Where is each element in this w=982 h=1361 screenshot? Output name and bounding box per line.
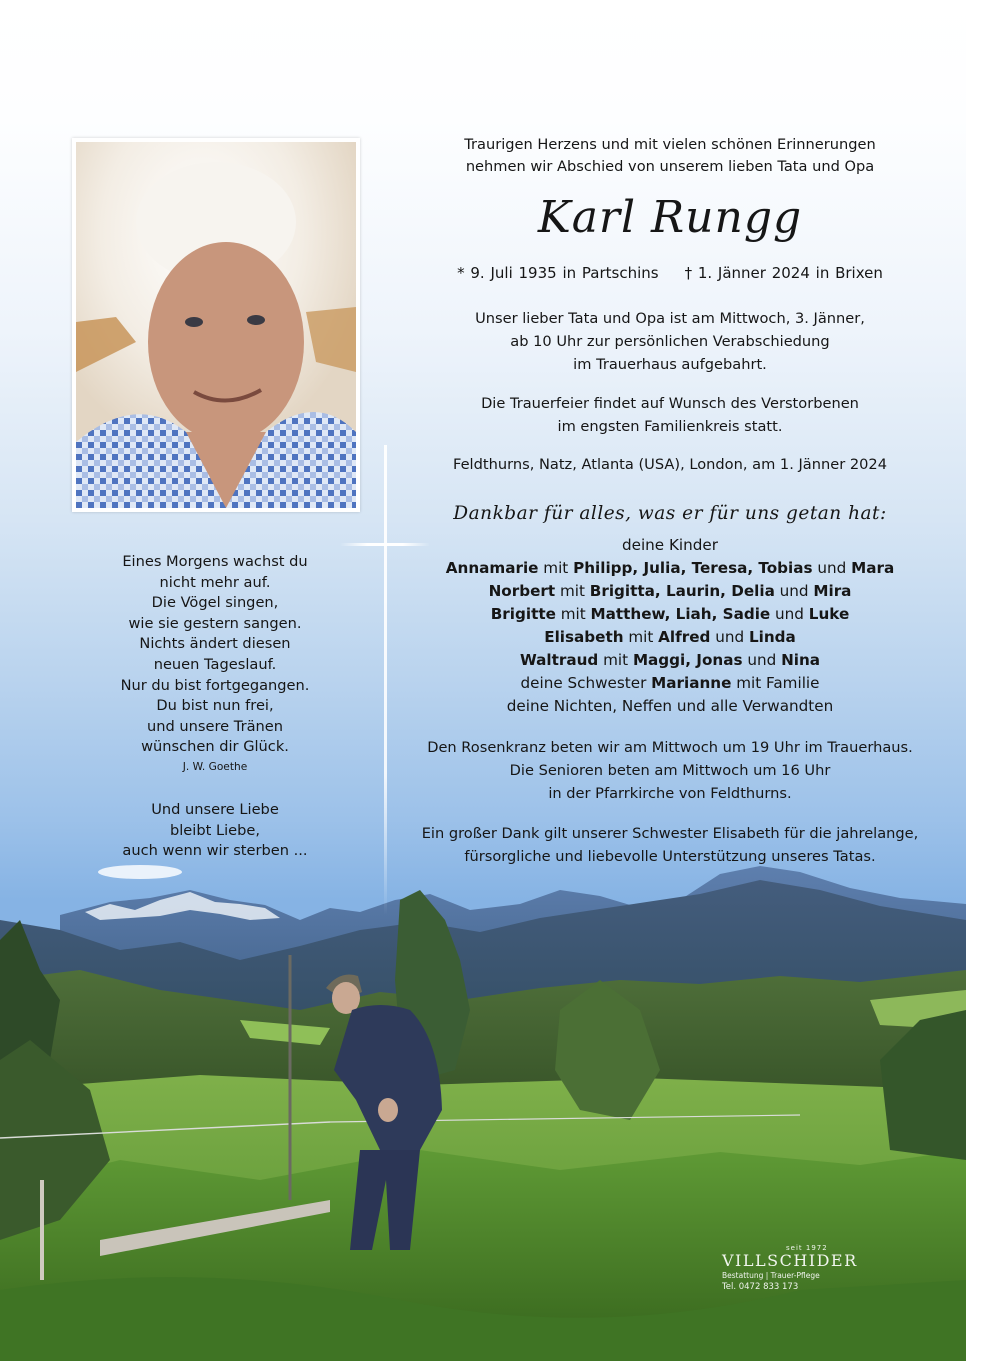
rosary-line: in der Pfarrkirche von Feldthurns. <box>548 785 792 802</box>
place-and-date: Feldthurns, Natz, Atlanta (USA), London, am 1. Jänner 2024 <box>452 456 887 473</box>
poem-author: J. W. Goethe <box>182 761 248 773</box>
rosary-line: Die Senioren beten am Mittwoch um 16 Uhr <box>509 762 831 779</box>
deceased-name: Karl Rungg <box>537 192 803 243</box>
family-row: Elisabeth mit Alfred und Linda <box>544 628 796 646</box>
gratitude-line: fürsorgliche und liebevolle Unterstützung unseres Tatas. <box>464 848 876 865</box>
gratitude-notice <box>395 822 945 868</box>
portrait-frame <box>72 138 360 512</box>
poem-line: wie sie gestern sangen. <box>128 614 302 632</box>
portrait-photo <box>76 142 356 508</box>
thanks-heading: Dankbar für alles, was er für uns getan hat: <box>453 503 887 524</box>
rosary-notice <box>395 736 945 805</box>
poem-line: neuen Tageslauf. <box>153 655 277 673</box>
family-list <box>410 534 930 718</box>
poem-line: Die Vögel singen, <box>151 594 279 612</box>
viewing-line: Unser lieber Tata und Opa ist am Mittwoch, 3. Jänner, <box>475 310 865 327</box>
viewing-notice <box>420 307 920 376</box>
poem-line: nicht mehr auf. <box>159 573 271 591</box>
viewing-line: im Trauerhaus aufgebahrt. <box>573 356 767 373</box>
poem-line: Eines Morgens wachst du <box>122 553 308 570</box>
poem-line: wünschen dir Glück. <box>141 738 289 756</box>
funeral-line: im engsten Familienkreis statt. <box>557 418 783 435</box>
rosary-line: Den Rosenkranz beten wir am Mittwoch um 19 Uhr im Trauerhaus. <box>427 739 913 756</box>
logo-est: seit 1972 <box>786 1244 828 1252</box>
logo-name: VILLSCHIDER <box>722 1251 858 1270</box>
poem-line: und unsere Tränen <box>147 717 283 735</box>
birth-date: * 9. Juli 1935 in Partschins <box>457 264 659 282</box>
intro-line: nehmen wir Abschied von unserem lieben Tata und Opa <box>465 158 875 175</box>
funeral-notice <box>420 392 920 438</box>
family-row: Annamarie mit Philipp, Julia, Teresa, Tobias und Mara <box>445 559 895 577</box>
family-row: Brigitte mit Matthew, Liah, Sadie und Luke <box>490 605 850 623</box>
family-row: Norbert mit Brigitta, Laurin, Delia und Mira <box>488 582 852 600</box>
poem-line: Du bist nun frei, <box>156 697 274 715</box>
poem-line: Nur du bist fortgegangen. <box>120 676 310 694</box>
sister-row: deine Schwester Marianne mit Familie <box>520 674 820 692</box>
viewing-line: ab 10 Uhr zur persönlichen Verabschiedung <box>510 333 830 350</box>
relatives-row: deine Nichten, Neffen und alle Verwandten <box>506 697 834 715</box>
poem-line: bleibt Liebe, <box>169 821 261 839</box>
poem-line: Nichts ändert diesen <box>139 635 291 653</box>
family-intro: deine Kinder <box>621 536 719 554</box>
cross-vertical <box>384 445 387 915</box>
intro-text <box>420 134 920 178</box>
poem-closing <box>100 800 330 862</box>
right-margin <box>966 0 982 1361</box>
family-row: Waltraud mit Maggi, Jonas und Nina <box>519 651 821 669</box>
poem-line: auch wenn wir sterben ... <box>122 842 308 860</box>
poem <box>100 552 330 758</box>
undertaker-logo <box>722 1244 862 1294</box>
funeral-line: Die Trauerfeier findet auf Wunsch des Verstorbenen <box>481 395 859 412</box>
logo-subtitle: Bestattung | Trauer-Pflege <box>722 1271 820 1280</box>
poem-line: Und unsere Liebe <box>151 801 279 818</box>
death-date: † 1. Jänner 2024 in Brixen <box>684 264 883 282</box>
life-dates <box>420 262 920 284</box>
logo-phone: Tel. 0472 833 173 <box>722 1282 799 1292</box>
gratitude-line: Ein großer Dank gilt unserer Schwester Elisabeth für die jahrelange, <box>421 825 919 842</box>
intro-line: Traurigen Herzens und mit vielen schönen Erinnerungen <box>464 136 876 153</box>
